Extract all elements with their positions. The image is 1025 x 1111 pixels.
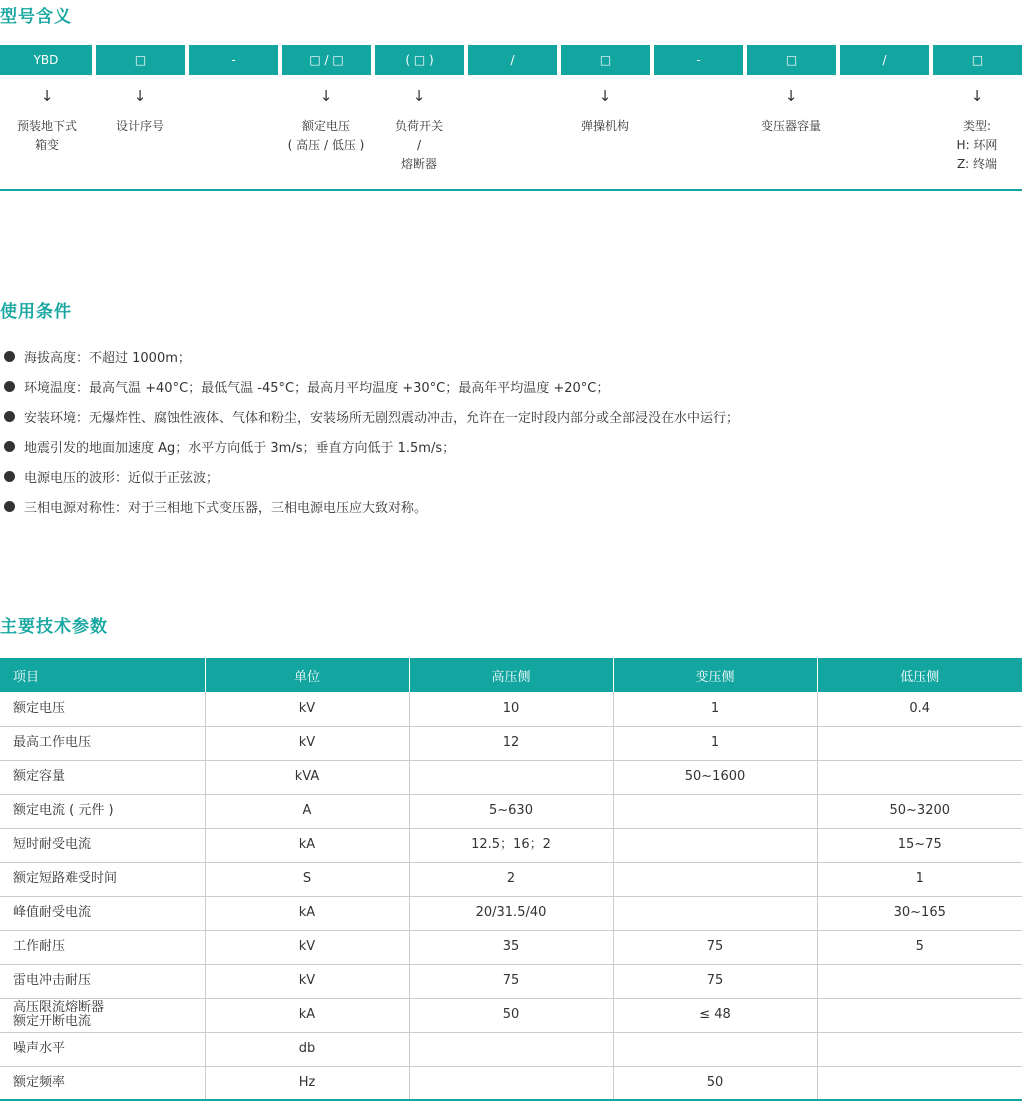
model-code-box: - — [654, 45, 743, 75]
table-cell — [817, 1066, 1022, 1100]
bullet-icon — [4, 441, 15, 452]
table-cell — [613, 794, 817, 828]
model-code-box: □ / □ — [282, 45, 371, 75]
list-item: 环境温度：最高气温 +40°C；最低气温 -45°C；最高月平均温度 +30°C；最高年平均温度 +20°C； — [4, 371, 739, 401]
column-header: 项目 — [0, 658, 205, 692]
down-arrow-icon: ↓ — [40, 87, 54, 105]
model-code-box: / — [468, 45, 557, 75]
table-cell — [817, 1032, 1022, 1066]
table-cell: A — [205, 794, 409, 828]
table-cell — [613, 896, 817, 930]
model-section-title: 型号含义 — [0, 7, 72, 27]
table-cell: 5 — [817, 930, 1022, 964]
table-cell: kV — [205, 692, 409, 726]
table-cell — [613, 1032, 817, 1066]
table-cell: 0.4 — [817, 692, 1022, 726]
table-cell: kA — [205, 828, 409, 862]
model-caption: 类型: H: 环网 Z: 终端 — [956, 119, 998, 171]
model-caption: 设计序号 — [115, 119, 164, 133]
down-arrow-icon: ↓ — [319, 87, 333, 105]
table-cell — [613, 862, 817, 896]
model-caption: 额定电压 ( 高压 / 低压 ) — [287, 119, 365, 152]
table-cell: 高压限流熔断器 额定开断电流 — [0, 998, 205, 1032]
down-arrow-icon: ↓ — [133, 87, 147, 105]
table-row — [0, 930, 1022, 964]
table-cell: 1 — [817, 862, 1022, 896]
model-code-box: □ — [96, 45, 185, 75]
table-cell: 1 — [613, 692, 817, 726]
column-header: 低压侧 — [817, 658, 1022, 692]
table-cell: 10 — [409, 692, 613, 726]
table-cell: 20/31.5/40 — [409, 896, 613, 930]
table-cell — [817, 998, 1022, 1032]
bullet-icon — [4, 471, 15, 482]
table-cell: Hz — [205, 1066, 409, 1100]
table-row — [0, 794, 1022, 828]
table-cell — [817, 964, 1022, 998]
model-code-box: ( □ ) — [375, 45, 464, 75]
table-row — [0, 1066, 1022, 1100]
table-row — [0, 726, 1022, 760]
model-code-box: YBD — [0, 45, 92, 75]
model-caption: 负荷开关 / 熔断器 — [394, 119, 443, 171]
list-item: 海拔高度：不超过 1000m； — [4, 341, 739, 371]
tech-section-title: 主要技术参数 — [0, 617, 108, 637]
table-cell: 50 — [613, 1066, 817, 1100]
column-header: 高压侧 — [409, 658, 613, 692]
table-cell — [817, 726, 1022, 760]
table-cell: 额定电压 — [0, 692, 205, 726]
table-cell: 额定电流 ( 元件 ) — [0, 794, 205, 828]
table-cell — [409, 1066, 613, 1100]
table-cell: 最高工作电压 — [0, 726, 205, 760]
conditions-list — [4, 341, 739, 521]
table-cell: kVA — [205, 760, 409, 794]
bullet-icon — [4, 381, 15, 392]
bullet-icon — [4, 351, 15, 362]
table-cell: 50 — [409, 998, 613, 1032]
table-cell: 额定短路难受时间 — [0, 862, 205, 896]
table-header-row — [0, 658, 1022, 692]
table-cell — [817, 760, 1022, 794]
section-divider — [0, 189, 1022, 191]
table-cell: kV — [205, 930, 409, 964]
list-item: 地震引发的地面加速度 Ag；水平方向低于 3m/s；垂直方向低于 1.5m/s； — [4, 431, 739, 461]
tech-params-table — [0, 658, 1022, 1101]
table-cell: 1 — [613, 726, 817, 760]
model-caption: 预装地下式 箱变 — [16, 119, 77, 152]
table-row — [0, 896, 1022, 930]
table-cell: kA — [205, 896, 409, 930]
down-arrow-icon: ↓ — [598, 87, 612, 105]
column-header: 单位 — [205, 658, 409, 692]
list-item: 安装环境：无爆炸性、腐蚀性液体、气体和粉尘，安装场所无剧烈震动冲击，允许在一定时段内部分或全部浸没在水中运行； — [4, 401, 739, 431]
model-code-box: - — [189, 45, 278, 75]
table-cell: 峰值耐受电流 — [0, 896, 205, 930]
table-row — [0, 828, 1022, 862]
model-caption: 变压器容量 — [760, 119, 821, 133]
table-cell: 75 — [613, 964, 817, 998]
table-cell: kA — [205, 998, 409, 1032]
table-cell: 12 — [409, 726, 613, 760]
model-code-box: □ — [933, 45, 1022, 75]
model-code-box: □ — [561, 45, 650, 75]
list-item: 电源电压的波形：近似于正弦波； — [4, 461, 739, 491]
table-cell: 75 — [409, 964, 613, 998]
table-cell: 短时耐受电流 — [0, 828, 205, 862]
table-cell — [613, 828, 817, 862]
table-cell: ≤ 48 — [613, 998, 817, 1032]
table-cell: 50~1600 — [613, 760, 817, 794]
table-cell: S — [205, 862, 409, 896]
table-row — [0, 862, 1022, 896]
down-arrow-icon: ↓ — [784, 87, 798, 105]
table-row — [0, 692, 1022, 726]
table-body — [0, 692, 1022, 1100]
model-caption: 弹操机构 — [580, 119, 629, 133]
table-cell: db — [205, 1032, 409, 1066]
table-cell: 35 — [409, 930, 613, 964]
table-cell — [409, 1032, 613, 1066]
table-cell: 噪声水平 — [0, 1032, 205, 1066]
table-cell: 50~3200 — [817, 794, 1022, 828]
table-cell: 30~165 — [817, 896, 1022, 930]
table-cell: 额定频率 — [0, 1066, 205, 1100]
down-arrow-icon: ↓ — [412, 87, 426, 105]
down-arrow-icon: ↓ — [970, 87, 984, 105]
model-code-box: □ — [747, 45, 836, 75]
table-row — [0, 1032, 1022, 1066]
table-cell: 工作耐压 — [0, 930, 205, 964]
column-header: 变压侧 — [613, 658, 817, 692]
table-row — [0, 760, 1022, 794]
conditions-section-title: 使用条件 — [0, 302, 72, 322]
model-code-box: / — [840, 45, 929, 75]
bullet-icon — [4, 501, 15, 512]
table-cell — [409, 760, 613, 794]
table-cell: 15~75 — [817, 828, 1022, 862]
table-cell: 额定容量 — [0, 760, 205, 794]
list-item: 三相电源对称性：对于三相地下式变压器，三相电源电压应大致对称。 — [4, 491, 739, 521]
table-cell: 雷电冲击耐压 — [0, 964, 205, 998]
table-cell: 5~630 — [409, 794, 613, 828]
table-row — [0, 964, 1022, 998]
model-code-row — [0, 45, 1025, 75]
table-cell: 2 — [409, 862, 613, 896]
bullet-icon — [4, 411, 15, 422]
table-cell: 75 — [613, 930, 817, 964]
table-cell: kV — [205, 964, 409, 998]
table-row — [0, 998, 1022, 1032]
table-cell: kV — [205, 726, 409, 760]
table-cell: 12.5；16；2 — [409, 828, 613, 862]
